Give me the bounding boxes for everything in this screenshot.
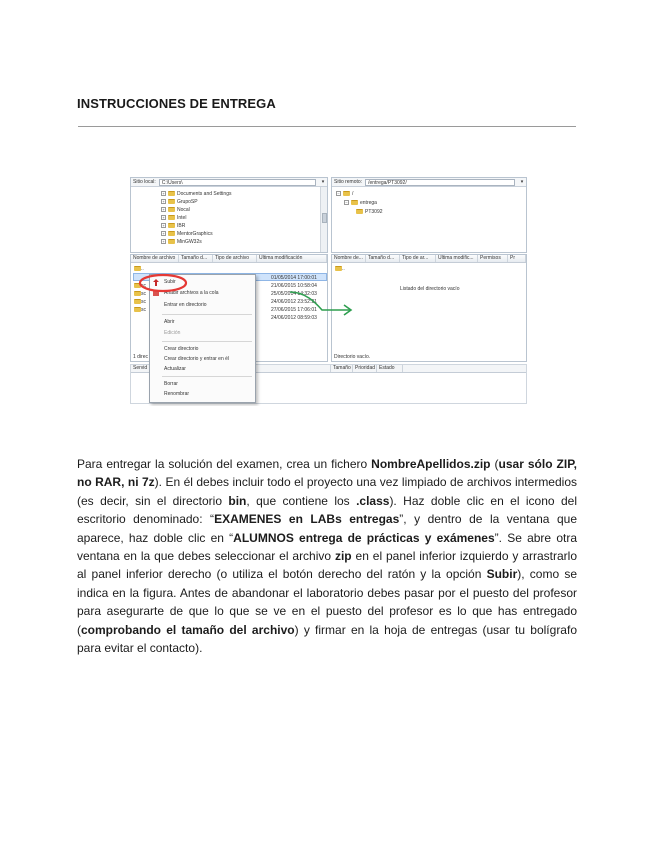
divider	[78, 126, 576, 127]
menu-item-refresh[interactable]: Actualizar	[164, 366, 186, 372]
expand-icon[interactable]: +	[162, 207, 165, 212]
text: Para entregar la solución del examen, crea un fichero	[77, 457, 372, 471]
expand-icon[interactable]: +	[162, 231, 165, 236]
text: (	[490, 457, 499, 471]
column-header[interactable]: Última modific...	[436, 255, 478, 262]
expand-icon[interactable]: +	[162, 199, 165, 204]
column-header[interactable]: Tamaño d...	[366, 255, 400, 262]
text: ), como se indica en la figura. Antes de abandonar el laboratorio debes pasar por el puesto del profesor para asegurarte de que lo que se ve en el puesto del profesor es lo que has entregado (	[77, 567, 577, 637]
date-cell: 01/05/2014 17:00:01	[271, 274, 317, 281]
column-header[interactable]: Nombre de...	[332, 255, 366, 262]
column-header[interactable]: Estado	[377, 365, 403, 372]
column-header[interactable]: Prioridad	[355, 365, 376, 371]
expand-icon[interactable]: +	[162, 191, 165, 196]
column-header[interactable]: Pr	[508, 255, 526, 262]
tree-item-label: MentorGraphics	[177, 230, 213, 237]
tree-item-label: /	[352, 190, 354, 197]
tree-item-label: PT3092	[365, 208, 383, 215]
bold-text: zip	[334, 549, 352, 564]
expand-icon[interactable]: +	[162, 223, 165, 228]
menu-item-delete[interactable]: Borrar	[164, 381, 178, 387]
status-text: Directorio vacío.	[334, 353, 371, 360]
tree-item-label: Documents and Settings	[177, 190, 232, 197]
text: ) y firmar en la hoja de entregas (usar tu bolígrafo para evitar el contacto).	[77, 622, 577, 656]
chevron-down-icon[interactable]: ▾	[321, 179, 325, 185]
bold-text: EXAMENES en LABs entregas	[214, 512, 400, 527]
page-title: INSTRUCCIONES DE ENTREGA	[77, 96, 276, 111]
bold-text: comprobando el tamaño del archivo	[81, 622, 295, 637]
collapse-icon[interactable]: −	[337, 191, 340, 196]
column-header[interactable]: Tamaño	[331, 365, 353, 372]
menu-item-create-dir-enter[interactable]: Crear directorio y entrar en él	[164, 356, 230, 362]
text: ”, y dentro de la ventana que aparece, haz doble clic en “	[77, 512, 578, 545]
text: ). En él debes incluir todo el proyecto una vez limpiado de archivos intermedios (es decir, sin el directorio	[77, 475, 577, 508]
chevron-down-icon[interactable]: ▾	[520, 179, 524, 185]
tree-item-label: IBR	[177, 222, 186, 229]
list-item[interactable]: sc	[134, 282, 146, 289]
list-item[interactable]: sc	[134, 306, 146, 313]
bold-text: usar sólo ZIP, no RAR, ni 7z	[77, 457, 577, 490]
date-cell: 25/05/2014 14:32:03	[271, 290, 317, 297]
column-header[interactable]: Tipo de archivo	[213, 255, 257, 262]
status-text: 1 direc	[133, 353, 149, 360]
tree-item-label: GrupoSP	[177, 198, 198, 205]
list-item[interactable]: ..	[134, 265, 144, 272]
menu-item-subir[interactable]: Subir	[164, 279, 176, 285]
text: , que contiene los	[246, 493, 357, 508]
expand-icon[interactable]: +	[162, 239, 165, 244]
list-item[interactable]: ..	[335, 265, 345, 272]
date-cell: 24/06/2012 08:59:03	[271, 314, 317, 321]
remote-site-label: Sitio remoto:	[334, 179, 363, 185]
text: ”. Se abre otra ventana en la que debes seleccionar el archivo	[77, 530, 577, 564]
annotation-overlay	[130, 174, 529, 406]
date-cell: 27/06/2015 17:06:01	[271, 306, 317, 313]
bold-text: ALUMNOS entrega de prácticas y exámenes	[233, 530, 495, 545]
menu-item-open[interactable]: Abrir	[164, 319, 175, 325]
local-site-label: Sitio local:	[133, 179, 156, 185]
highlight-ellipse	[140, 275, 186, 291]
menu-item-edit: Edición	[164, 330, 181, 336]
date-cell: 24/06/2012 23:52:21	[271, 298, 317, 305]
instructions-paragraph	[77, 455, 577, 657]
list-item[interactable]: sc	[134, 290, 146, 297]
list-item[interactable]: sc	[134, 298, 146, 305]
date-cell: 21/06/2015 10:58:04	[271, 282, 317, 289]
tree-item-label: MinGW32s	[177, 238, 202, 245]
column-header[interactable]: Tipo de ar...	[400, 255, 436, 262]
bold-text: Subir	[486, 567, 518, 582]
collapse-icon[interactable]: −	[345, 200, 348, 205]
column-header[interactable]: Permisos	[478, 255, 508, 262]
column-header[interactable]: Nombre de archivo	[131, 255, 179, 262]
column-header[interactable]: Última modificación	[257, 255, 327, 262]
bold-text: .class	[356, 493, 390, 508]
text: ). Haz doble clic en el icono del escritorio denominado: “	[77, 493, 577, 527]
expand-icon[interactable]: +	[162, 215, 165, 220]
column-header[interactable]: Tamaño d...	[179, 255, 213, 262]
bold-text: bin	[228, 493, 247, 508]
bold-text: NombreApellidos.zip	[371, 457, 491, 471]
green-arrow-icon	[290, 292, 350, 310]
menu-item-rename[interactable]: Renombrar	[164, 391, 190, 397]
text: en el panel inferior izquierdo y arrastrarlo al panel inferior derecho (o utiliza el botón derecho del ratón y la opción	[77, 549, 577, 582]
ftp-screenshot	[130, 174, 529, 406]
remote-site-input[interactable]: /entrega/PT3092/	[365, 179, 515, 186]
empty-listing-text: Listado del directorio vacío	[400, 285, 460, 292]
menu-item-create-dir[interactable]: Crear directorio	[164, 346, 199, 352]
tree-item-label: Intel	[177, 214, 187, 221]
column-header[interactable]: Servid	[131, 365, 153, 372]
local-site-input[interactable]: C:\Users\	[159, 179, 316, 186]
menu-item-enter-dir[interactable]: Entrar en directorio	[164, 302, 207, 308]
tree-item-label: Nocal	[177, 206, 190, 213]
menu-item-add-queue[interactable]: Añadir archivos a la cola	[164, 290, 219, 296]
tree-item-label: entrega	[360, 199, 377, 206]
